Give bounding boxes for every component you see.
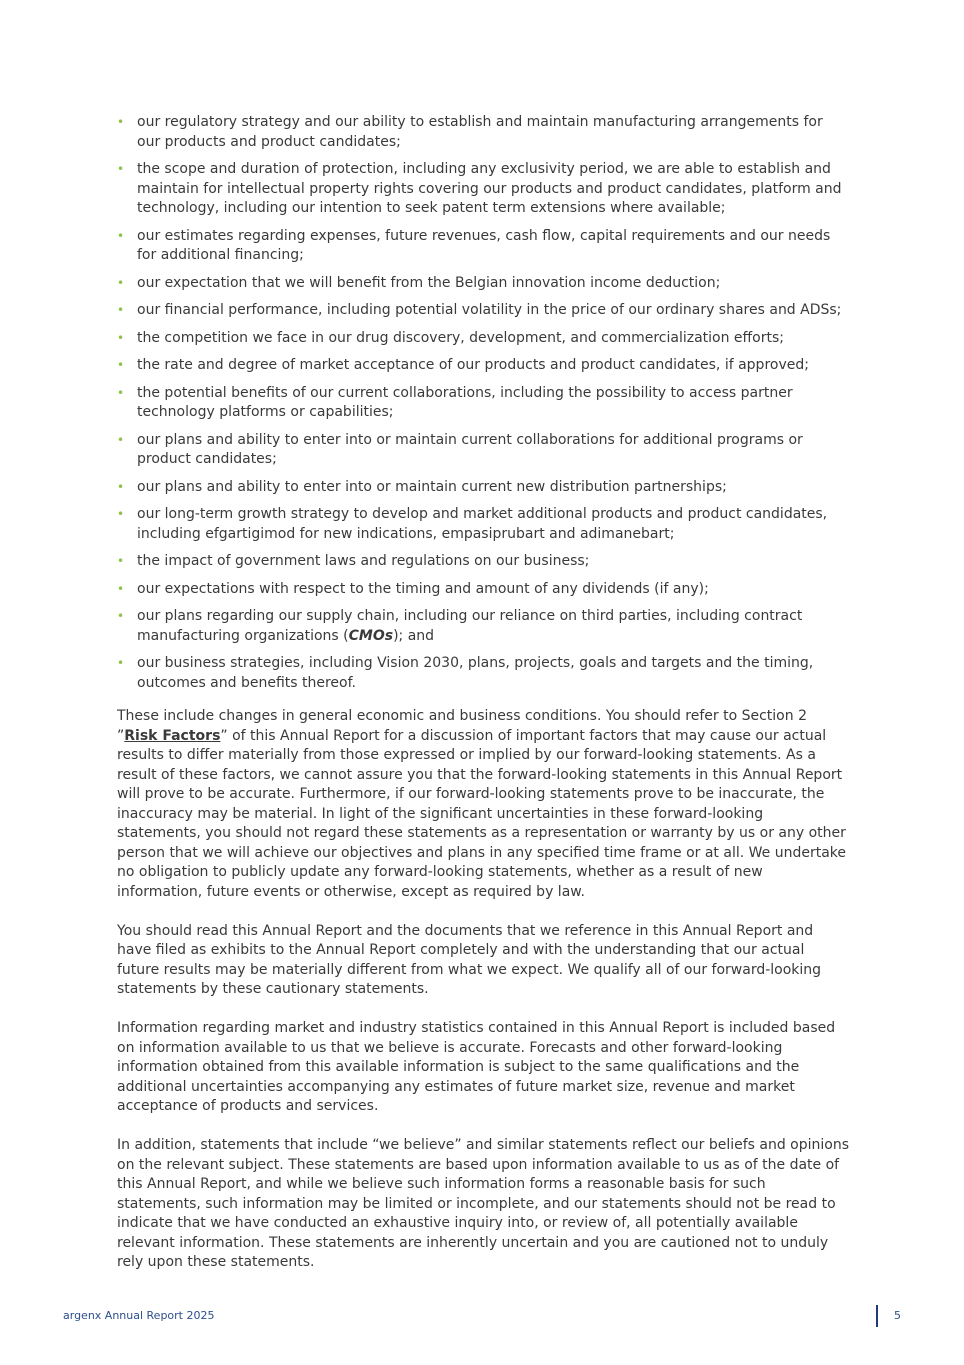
bullet-icon: • [117, 358, 125, 372]
bullet-icon: • [117, 656, 125, 670]
risk-factors-link[interactable]: Risk Factors [124, 727, 221, 744]
page-content [117, 113, 850, 1292]
list-item: • the competition we face in our drug discovery, development, and commercialization efforts; [117, 329, 850, 349]
list-item: • our plans and ability to enter into or maintain current new distribution partnerships; [117, 478, 850, 498]
risk-factors-paragraph: These include changes in general economic and business conditions. You should refer to Section 2 ”Risk Factors” of this Annual Report for a discussion of important factors that may cause our actual results to differ materially from those expressed or implied by our forward-looking statements. As a result of these factors, we cannot assure you that the forward-looking statements in this Annual Report will prove to be accurate. Furthermore, if our forward-looking statements prove to be inaccurate, the inaccuracy may be material. In light of the significant uncertainties in these forward-looking statements, you should not regard these statements as a representation or warranty by us or any other person that we will achieve our objectives and plans in any specified time frame or at all. We undertake no obligation to publicly update any forward-looking statements, whether as a result of new information, future events or otherwise, except as required by law. [117, 708, 847, 900]
cmos-term: CMOs [348, 627, 394, 644]
forward-looking-bullet-list [117, 113, 850, 693]
bullet-icon: • [117, 162, 125, 176]
bullet-icon: • [117, 303, 125, 317]
footer-report-title: argenx Annual Report 2025 [63, 1309, 215, 1322]
market-statistics-paragraph: Information regarding market and industry statistics contained in this Annual Report is included based on information available to us that we believe is accurate. Forecasts and other forward-looking information obtained from this available information is subject to the same qualifications and the additional uncertainties accompanying any estimates of future market size, revenue and market acceptance of products and services. [117, 1020, 836, 1114]
bullet-icon: • [117, 432, 125, 447]
bullet-icon: • [117, 330, 125, 345]
bullet-icon: • [117, 385, 125, 400]
bullet-icon: • [117, 228, 125, 243]
list-item: • our estimates regarding expenses, future revenues, cash flow, capital requirements and our needs for additional financing; [117, 227, 831, 263]
page-number: 5 [894, 1309, 901, 1322]
list-item: • our regulatory strategy and our ability to establish and maintain manufacturing arrangements for our products and product candidates; [117, 114, 823, 150]
read-report-paragraph: You should read this Annual Report and the documents that we reference in this Annual Report and have filed as exhibits to the Annual Report completely and with the understanding that our actual future results may be materially different from what we expect. We qualify all of our forward-looking statements by these cautionary statements. [117, 922, 822, 997]
we-believe-paragraph: In addition, statements that include “we believe” and similar statements reflect our beliefs and opinions on the relevant subject. These statements are based upon information available to us as of the date of this Annual Report, and while we believe such information forms a reasonable basis for such statements, such information may be limited or incomplete, and our statements should not be read to indicate that we have conducted an exhaustive inquiry into, or review of, all potentially available relevant information. These statements are inherently uncertain and you are cautioned not to unduly rely upon these statements. [117, 1137, 850, 1270]
list-item: • our financial performance, including potential volatility in the price of our ordinary shares and ADSs; [117, 301, 850, 321]
bullet-icon: • [117, 554, 125, 568]
list-item: • the impact of government laws and regulations on our business; [117, 552, 850, 572]
bullet-icon: • [117, 275, 125, 290]
list-item: • our plans regarding our supply chain, including our reliance on third parties, including contract manufacturing organizations (CMOs); and [117, 608, 803, 644]
list-item: • our plans and ability to enter into or maintain current collaborations for additional programs or product candidates; [117, 431, 803, 467]
bullet-icon: • [117, 609, 125, 623]
list-item: • our expectation that we will benefit from the Belgian innovation income deduction; [117, 274, 850, 294]
bullet-icon: • [117, 115, 125, 129]
bullet-icon: • [117, 479, 125, 494]
list-item: • our long-term growth strategy to develop and market additional products and product candidates, including efgartigimod for new indications, empasiprubart and adimanebart; [117, 506, 828, 542]
list-item: • the potential benefits of our current collaborations, including the possibility to access partner technology platforms or capabilities; [117, 384, 793, 420]
bullet-icon: • [117, 581, 125, 596]
list-item: • the scope and duration of protection, including any exclusivity period, we are able to establish and maintain for intellectual property rights covering our products and product candidates, platform and technology, including our intention to seek patent term extensions where available; [117, 161, 842, 216]
bullet-icon: • [117, 507, 125, 521]
list-item: • our business strategies, including Vision 2030, plans, projects, goals and targets and the timing, outcomes and benefits thereof. [117, 655, 814, 691]
footer-divider [876, 1305, 878, 1327]
list-item: • our expectations with respect to the timing and amount of any dividends (if any); [117, 580, 850, 600]
list-item: • the rate and degree of market acceptance of our products and product candidates, if approved; [117, 356, 850, 376]
